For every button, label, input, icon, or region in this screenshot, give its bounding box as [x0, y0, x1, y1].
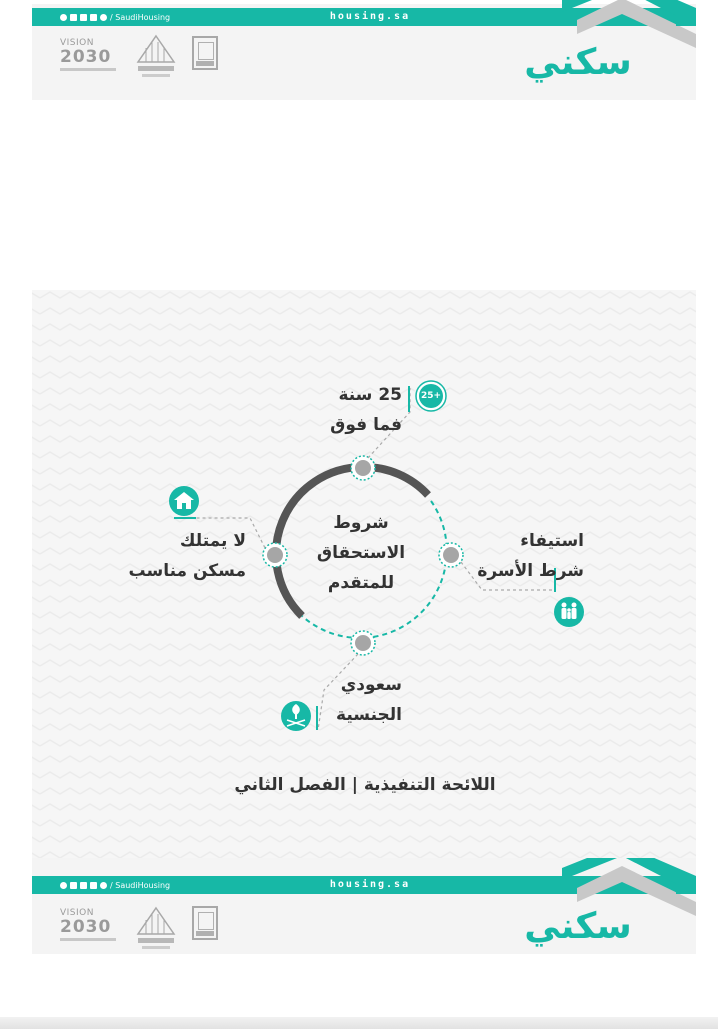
- center-title-line1: شروط: [333, 513, 389, 533]
- social-links: [60, 876, 170, 894]
- twitter-icon[interactable]: [70, 882, 77, 889]
- vision-label: VISION: [60, 38, 94, 48]
- youtube-icon[interactable]: [90, 882, 97, 889]
- age-label-line2: فما فوق: [330, 415, 402, 435]
- brand-logo: سكني: [524, 42, 632, 83]
- center-title-line3: للمتقدم: [327, 573, 395, 593]
- brand-logo: سكني: [524, 906, 632, 947]
- center-title-line2: الاستحقاق: [316, 543, 406, 563]
- vision-label: VISION: [60, 908, 94, 918]
- node-bottom: [351, 631, 375, 655]
- house-icon: [169, 486, 199, 516]
- nationality-label: [298, 670, 402, 730]
- site-url[interactable]: housing.sa: [329, 879, 411, 890]
- emblem-icon: [192, 906, 218, 940]
- ministry-logo-icon: [134, 906, 178, 952]
- home-label-line2: مسكن مناسب: [128, 561, 246, 581]
- social-handle[interactable]: / SaudiHousing: [110, 12, 171, 22]
- center-title: [306, 508, 416, 598]
- family-icon: [554, 597, 584, 627]
- age-label: [300, 380, 402, 440]
- facebook-icon[interactable]: [80, 882, 87, 889]
- emblem-inner: [198, 912, 214, 930]
- home-label: [110, 526, 246, 586]
- age-label-line1: 25 سنة: [338, 385, 402, 405]
- node-left: [263, 543, 287, 567]
- family-label-line1: استيفاء: [520, 531, 584, 551]
- nationality-label-line2: الجنسية: [336, 705, 402, 725]
- vision-year: 2030: [60, 917, 112, 937]
- emblem-footer: [196, 931, 214, 936]
- age-badge-label: 25+: [420, 391, 442, 401]
- nationality-label-line1: سعودي: [340, 675, 402, 695]
- home-label-line1: لا يمتلك: [179, 531, 246, 551]
- node-top: [351, 456, 375, 480]
- chapter-caption: اللائحة التنفيذية | الفصل الثاني: [234, 775, 496, 795]
- site-url[interactable]: housing.sa: [329, 11, 411, 22]
- family-label-line2: شرط الأسرة: [477, 561, 584, 581]
- vision-underline: [60, 938, 116, 941]
- bottom-header: [32, 858, 696, 954]
- accent-line-top: [408, 386, 410, 412]
- social-handle[interactable]: / SaudiHousing: [110, 880, 171, 890]
- node-right: [439, 543, 463, 567]
- vision-year: 2030: [60, 47, 112, 67]
- instagram-icon[interactable]: [100, 882, 107, 889]
- page-bottom-edge: [0, 1017, 718, 1029]
- accent-line-left: [174, 517, 196, 519]
- vision-2030-logo: [60, 908, 120, 948]
- family-label: [464, 526, 584, 586]
- snapchat-icon[interactable]: [60, 882, 67, 889]
